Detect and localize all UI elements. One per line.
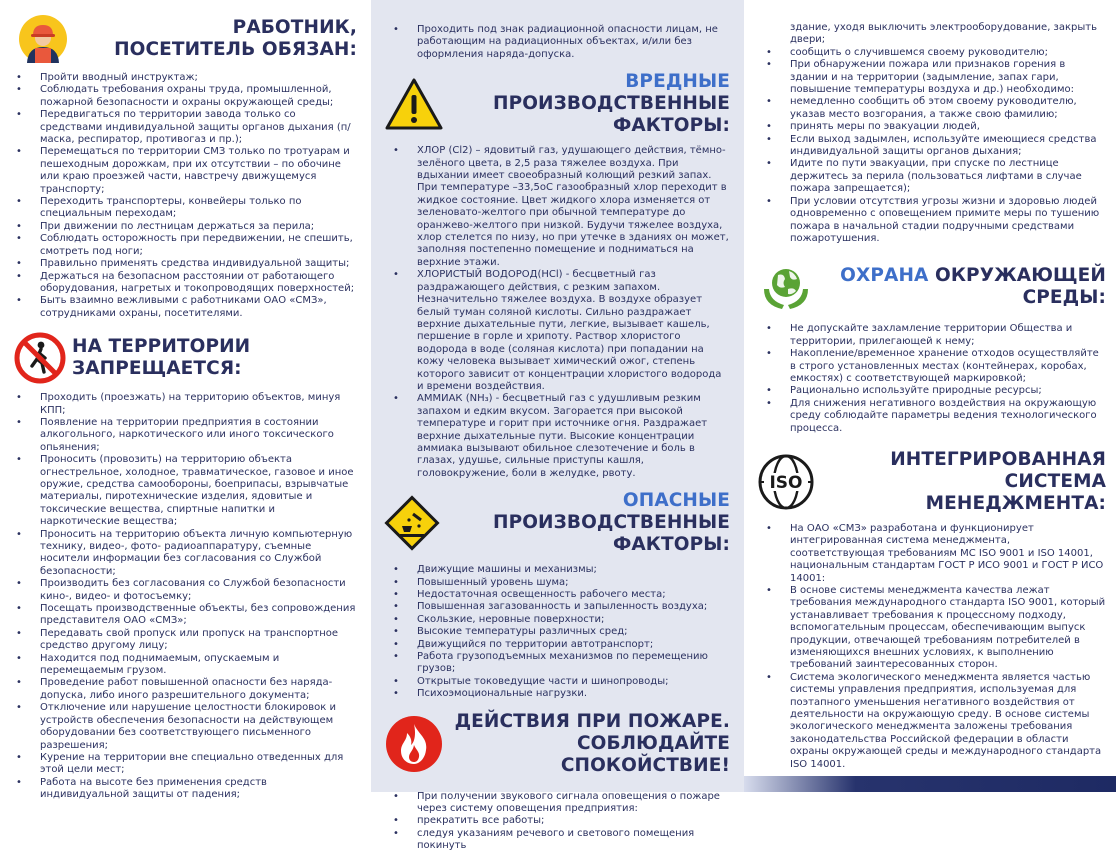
list-item: • ХЛОР (Cl2) – ядовитый газ, удушающего действия, тёмно-зелёного цвета, в 2,5 раза тяжелее воздуха. При вдыхании имеет своеобразный колющий резкий запах. При температуре –33,5оС газообразный хлор переходит в жидкое состояние. Цвет жидкого хлора изменяется от зеленовато-желтого при обычной температуре до оранжево-желтого при низкой. Будучи тяжелее воздуха, хлор стелется по низу, но при утечке в зданиях он может, заполняя постепенно помещение и подниматься на верхние этажи. — [383, 145, 730, 269]
column-left — [0, 0, 371, 801]
decorative-bottom-bar — [744, 776, 1116, 792]
environment-list — [756, 323, 1106, 435]
iso-title — [814, 449, 1106, 515]
list-item: • ХЛОРИСТЫЙ ВОДОРОД(HCl) - бесцветный газ раздражающего действия, с резким запахом. Незначительно тяжелее воздуха. В воздухе образует белый туман соляной кислоты. Сильно раздражает верхние дыхательные пути, легкие, вызывает кашель, першение в горле и хрипоту. Раствор хлористого водорода в воде (соляная кислота) при попадании на кожу человека вызывает химический ожог, степень которого зависит от концентрации хлористого водорода и времени воздействия. — [383, 269, 730, 393]
list-item: • немедленно сообщить об этом своему руководителю, указав место возгорания, а также свою фамилию; — [756, 96, 1106, 121]
environment-title-accent: ОХРАНА — [840, 265, 929, 287]
list-item: • Работа на высоте без применения средств индивидуальной защиты от падения; — [10, 777, 357, 802]
list-item: • При движении по лестницам держаться за перила; — [10, 221, 357, 233]
list-item: • Отключение или нарушение целостности блокировок и устройств обеспечения безопасности на действующем оборудовании без соответствующего письменного разрешения; — [10, 702, 357, 752]
dangerous-title-line1 — [439, 490, 730, 534]
worker-helmet-icon — [18, 14, 68, 64]
visitor-obligations-title — [114, 17, 357, 61]
list-item: • прекратить все работы; — [383, 815, 730, 827]
list-item: • Проходить (проезжать) на территорию объектов, минуя КПП; — [10, 392, 357, 417]
list-item: • Перемещаться по территории СМЗ только по тротуарам и пешеходным дорожкам, при их отсутствии – по обочине или краю проезжей части, навстречу движущемуся транспорту; — [10, 146, 357, 196]
fire-title-line1: ДЕЙСТВИЯ ПРИ ПОЖАРЕ. — [454, 710, 730, 732]
list-item: • Если выход задымлен, используйте имеющиеся средства индивидуальной защиты органов дыхания; — [756, 134, 1106, 159]
list-item: • Правильно применять средства индивидуальной защиты; — [10, 258, 357, 270]
forbidden-title: НА ТЕРРИТОРИИ ЗАПРЕЩАЕТСЯ: — [72, 336, 251, 380]
visitor-title-line1: РАБОТНИК, — [232, 17, 357, 38]
dangerous-factors-title — [439, 490, 730, 556]
no-pedestrian-icon — [14, 332, 66, 384]
list-item: • Находится под поднимаемым, опускаемым и перемещаемым грузом. — [10, 653, 357, 678]
harmful-title-line1 — [443, 71, 730, 115]
fire-title-line2: СОБЛЮДАЙТЕ СПОКОЙСТВИЕ! — [560, 732, 730, 776]
list-item: • сообщить о случившемся своему руководителю; — [756, 47, 1106, 59]
list-item: • Проходить под знак радиационной опасности лицам, не работающим на радиационных объектах, и/или без оформления наряда-допуска. — [383, 24, 730, 61]
list-item: • При получении звукового сигнала оповещения о пожаре через систему оповещения предприятия: — [383, 791, 730, 816]
visitor-obligations-header — [10, 14, 357, 64]
list-item: • следуя указаниям речевого и светового помещения покинуть — [383, 828, 730, 853]
list-item: • Переходить транспортеры, конвейеры только по специальным переходам; — [10, 196, 357, 221]
list-item: • При обнаружении пожара или признаков горения в здании и на территории (задымление, запах гари, повышение температуры воздуха и др.) необходимо: — [756, 59, 1106, 96]
iso-title-line2: МЕНЕДЖМЕНТА: — [925, 492, 1106, 514]
list-item: • Посещать производственные объекты, без сопровождения представителя ОАО «СМЗ»; — [10, 603, 357, 628]
iso-list — [756, 523, 1106, 771]
iso-globe-icon — [758, 454, 814, 510]
fire-actions-list — [383, 791, 730, 853]
iso-icon-label: ISO — [769, 472, 803, 493]
list-item: • АММИАК (NH₃) - бесцветный газ с удушливым резким запахом и едким вкусом. Загорается при высокой температуре и горит при источнике огня. Раздражает верхние дыхательные пути. Высокие концентрации аммиака вызывают обильное слезотечение и боль в глазах, удушье, сильные приступы кашля, головокружение, боли в желудке, рвоту. — [383, 393, 730, 480]
column-right — [744, 0, 1116, 792]
environment-header — [756, 259, 1106, 315]
list-item: • Недостаточная освещенность рабочего места; — [383, 589, 730, 601]
list-item: • Соблюдать осторожность при передвижении, не спешить, смотреть под ноги; — [10, 233, 357, 258]
iso-title-line1: ИНТЕГРИРОВАННАЯ СИСТЕМА — [890, 448, 1106, 492]
list-item: • принять меры по эвакуации людей, — [756, 121, 1106, 133]
list-item: • Система экологического менеджмента является частью системы управления предприятия, используемая для поэтапного уменьшения негативного воздействия от деятельности на окружающую среду. В основе системы экологического менеджмента заложены требования законодательства Российской федерации в области охраны окружающей среды и международного стандарта ISO 14001. — [756, 672, 1106, 771]
fire-icon — [385, 715, 443, 773]
dangerous-title-rest: ПРОИЗВОДСТВЕННЫЕ — [492, 512, 730, 534]
fire-actions-title — [443, 711, 730, 777]
list-item: • Работа грузоподъемных механизмов по перемещению грузов; — [383, 651, 730, 676]
harmful-title-rest: ПРОИЗВОДСТВЕННЫЕ — [492, 93, 730, 115]
corrosive-hazard-icon — [385, 496, 439, 550]
list-item: • Производить без согласования со Службой безопасности кино-, видео- и фотосъемку; — [10, 578, 357, 603]
harmful-title-accent: ВРЕДНЫЕ — [625, 71, 730, 93]
list-item: • Рационально используйте природные ресурсы; — [756, 385, 1106, 397]
column-middle — [371, 0, 744, 852]
list-item: • Проведение работ повышенной опасности без наряда-допуска, либо иного разрешительного документа; — [10, 677, 357, 702]
dangerous-title-line2: ФАКТОРЫ: — [612, 534, 730, 556]
list-item: • Проносить на территорию объекта личную компьютерную технику, видео-, фото- радиоаппаратуру, съемные носители информации без согласования со Службой безопасности; — [10, 529, 357, 579]
warning-triangle-icon — [385, 78, 443, 130]
list-item: • На ОАО «СМЗ» разработана и функционирует интегрированная система менеджмента, соответствующая требованиям МС ISO 9001 и ISO 14001, национальным стандартам ГОСТ Р ИСО 9001 и ГОСТ Р ИСО 14001: — [756, 523, 1106, 585]
fire-actions-header — [383, 711, 730, 777]
list-item: • Передвигаться по территории завода только со средствами индивидуальной защиты органов дыхания (п/маска, респиратор, противогаз и пр.); — [10, 109, 357, 146]
dangerous-factors-list — [383, 564, 730, 700]
environment-title-rest: ОКРУЖАЮЩЕЙ СРЕДЫ: — [928, 265, 1106, 309]
list-item: • Соблюдать требования охраны труда, промышленной, пожарной безопасности и охраны окружающей среды; — [10, 84, 357, 109]
list-item: • Скользкие, неровные поверхности; — [383, 614, 730, 626]
environment-title — [814, 265, 1106, 309]
visitor-obligations-list — [10, 72, 357, 320]
harmful-title-line2: ФАКТОРЫ: — [612, 115, 730, 137]
list-item: • Курение на территории вне специально отведенных для этой цели мест; — [10, 752, 357, 777]
list-item: • Повышенная загазованность и запыленность воздуха; — [383, 601, 730, 613]
list-item: здание, уходя выключить электрооборудование, закрыть двери; — [790, 22, 1097, 46]
list-item: • Пройти вводный инструктаж; — [10, 72, 357, 84]
list-item: • Появление на территории предприятия в состоянии алкогольного, наркотического или иного токсического опьянения; — [10, 417, 357, 454]
list-item: • Для снижения негативного воздействия на окружающую среду соблюдайте параметры ведения технологического процесса. — [756, 398, 1106, 435]
list-item: • Идите по пути эвакуации, при спуске по лестнице держитесь за перила (пользоваться лифтами в случае пожара запрещается); — [756, 158, 1106, 195]
list-item: • В основе системы менеджмента качества лежат требования международного стандарта ISO 9001, который устанавливает требования к процессному подходу, вспомогательным процессам, обеспечивающим выпуск продукции, отвечающей требованиям потребителей в изменяющихся внешних условиях, к выполнению требований заинтересованных сторон. — [756, 585, 1106, 672]
list-item: • Накопление/временное хранение отходов осуществляйте в строго установленных местах (контейнерах, коробах, емкостях) с соответствующей маркировкой; — [756, 348, 1106, 385]
list-item: • Движущийся по территории автотранспорт; — [383, 639, 730, 651]
dangerous-factors-header — [383, 490, 730, 556]
list-item: • Передавать свой пропуск или пропуск на транспортное средство другому лицу; — [10, 628, 357, 653]
iso-header — [756, 449, 1106, 515]
radiation-list — [383, 24, 730, 61]
harmful-factors-header — [383, 71, 730, 137]
list-item: • Высокие температуры различных сред; — [383, 626, 730, 638]
list-item: • Психоэмоциональные нагрузки. — [383, 688, 730, 700]
harmful-factors-list — [383, 145, 730, 480]
eco-globe-icon — [758, 259, 814, 315]
dangerous-title-accent: ОПАСНЫЕ — [622, 490, 730, 512]
list-item: • Открытые токоведущие части и шинопроводы; — [383, 676, 730, 688]
harmful-factors-title — [443, 71, 730, 137]
list-item: • При условии отсутствия угрозы жизни и здоровью людей одновременно с оповещением примите меры по тушению пожара в начальной стадии подручными средствами пожаротушения. — [756, 196, 1106, 246]
fire-actions-list-continued — [756, 22, 1106, 245]
list-item: • Движущие машины и механизмы; — [383, 564, 730, 576]
forbidden-list — [10, 392, 357, 801]
list-item: • Не допускайте захламление территории Общества и территории, прилегающей к нему; — [756, 323, 1106, 348]
list-item: • Держаться на безопасном расстоянии от работающего оборудования, нагретых и токопроводящих поверхностей; — [10, 271, 357, 296]
list-item: • Быть взаимно вежливыми с работниками ОАО «СМЗ», сотрудниками охраны, посетителями. — [10, 295, 357, 320]
list-item: • Повышенный уровень шума; — [383, 577, 730, 589]
list-item: • Проносить (провозить) на территорию объекта огнестрельное, холодное, травматическое, газовое и иное оружие, средства самообороны, боеприпасы, взрывчатые материалы, пиротехнические изделия, ядовитые и токсические вещества, спиртные напитки и наркотические вещества; — [10, 454, 357, 528]
forbidden-header — [10, 332, 357, 384]
visitor-title-line2: ПОСЕТИТЕЛЬ ОБЯЗАН: — [114, 39, 357, 60]
